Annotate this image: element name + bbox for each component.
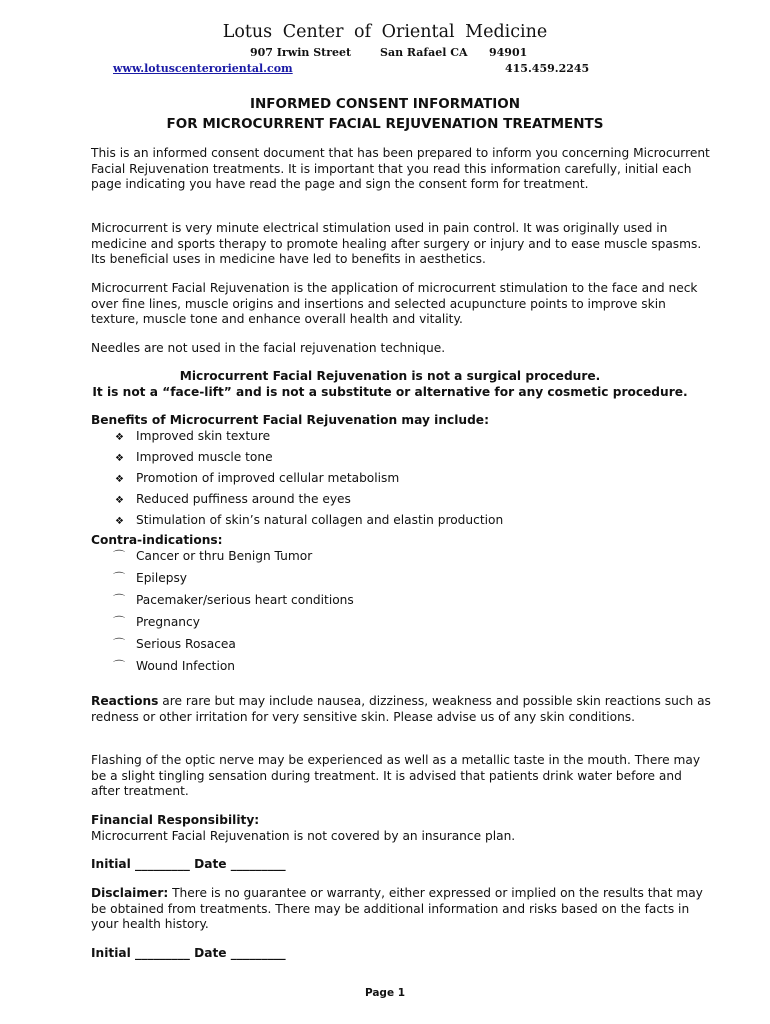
zip-code: 94901 — [489, 46, 528, 59]
diamond-bullet-icon: ❖ — [115, 495, 124, 506]
benefit-item: ❖ Improved muscle tone — [115, 450, 273, 464]
city-state: San Rafael CA — [380, 46, 468, 59]
contra-item: ⌒ Epilepsy — [113, 571, 188, 585]
diamond-bullet-icon: ❖ — [115, 453, 124, 464]
arc-bullet-icon: ⌒ — [113, 549, 126, 563]
contra-item: ⌒ Pregnancy — [113, 615, 200, 629]
document-title-line2: FOR MICROCURRENT FACIAL REJUVENATION TREATMENTS — [166, 116, 604, 132]
benefit-item: ❖ Reduced puffiness around the eyes — [115, 492, 351, 506]
intro-paragraph: This is an informed consent document that has been prepared to inform you concerning Microcurrent Facial Rejuvenation treatments. It is important that you read this information carefully, initial each page indicating you have read the page and sign the consent form for treatment. — [91, 146, 710, 192]
arc-bullet-icon: ⌒ — [113, 637, 126, 651]
arc-bullet-icon: ⌒ — [113, 615, 126, 629]
contra-item: ⌒ Wound Infection — [113, 659, 236, 673]
needles-paragraph: Needles are not used in the facial rejuvenation technique. — [91, 341, 446, 355]
notice-line1: Microcurrent Facial Rejuvenation is not a surgical procedure. — [179, 369, 601, 383]
arc-bullet-icon: ⌒ — [113, 571, 126, 585]
contra-item: ⌒ Pacemaker/serious heart conditions — [113, 593, 354, 607]
arc-bullet-icon: ⌒ — [113, 659, 126, 673]
benefit-item: ❖ Stimulation of skin’s natural collagen and elastin production — [115, 513, 504, 527]
arc-bullet-icon: ⌒ — [113, 593, 126, 607]
contra-item: ⌒ Cancer or thru Benign Tumor — [113, 549, 313, 563]
diamond-bullet-icon: ❖ — [115, 516, 124, 527]
side-effects-paragraph: Flashing of the optic nerve may be experienced as well as a metallic taste in the mouth. There may be a slight tingling sensation during treatment. It is advised that patients drink water before and after treatment. — [91, 753, 701, 799]
disclaimer-paragraph: Disclaimer: There is no guarantee or warranty, either expressed or implied on the results that may be obtained from treatments. There may be additional information and risks based on the facts in your health history. — [91, 886, 703, 932]
reactions-paragraph: Reactions are rare but may include nausea, dizziness, weakness and possible skin reactions such as redness or other irritation for very sensitive skin. Please advise us of any skin conditions. — [91, 694, 711, 724]
page-number: Page 1 — [364, 987, 406, 999]
benefits-heading: Benefits of Microcurrent Facial Rejuvenation may include: — [91, 413, 489, 427]
contra-item: ⌒ Serious Rosacea — [113, 637, 236, 651]
financial-heading: Financial Responsibility: — [91, 813, 260, 827]
diamond-bullet-icon: ❖ — [115, 432, 124, 443]
reactions-label: Reactions — [91, 694, 159, 708]
rejuvenation-paragraph: Microcurrent Facial Rejuvenation is the application of microcurrent stimulation to the face and neck over fine lines, muscle origins and insertions and selected acupuncture points to improve skin texture, muscle tone and enhance overall health and vitality. — [91, 281, 698, 327]
street-address: 907 Irwin Street — [250, 46, 352, 59]
financial-text: Microcurrent Facial Rejuvenation is not covered by an insurance plan. — [91, 829, 516, 843]
notice-line2: It is not a “face-lift” and is not a substitute or alternative for any cosmetic procedure. — [92, 385, 688, 399]
disclaimer-label: Disclaimer: — [91, 886, 169, 900]
phone-number: 415.459.2245 — [505, 62, 590, 75]
benefit-item: ❖ Improved skin texture — [115, 429, 271, 443]
document-title-line1: INFORMED CONSENT INFORMATION — [249, 96, 521, 112]
benefit-item: ❖ Promotion of improved cellular metabolism — [115, 471, 400, 485]
microcurrent-paragraph: Microcurrent is very minute electrical stimulation used in pain control. It was originally used in medicine and sports therapy to promote healing after surgery or injury and to ease muscle spasms. Its beneficial uses in medicine have led to benefits in aesthetics. — [91, 221, 702, 267]
diamond-bullet-icon: ❖ — [115, 474, 124, 485]
initial-date-line: Initial _________ Date _________ — [91, 946, 286, 960]
initial-date-line: Initial _________ Date _________ — [91, 857, 286, 871]
contra-heading: Contra-indications: — [91, 533, 223, 547]
website-link[interactable]: www.lotuscenteroriental.com — [113, 62, 293, 75]
clinic-name: Lotus Center of Oriental Medicine — [222, 22, 548, 42]
